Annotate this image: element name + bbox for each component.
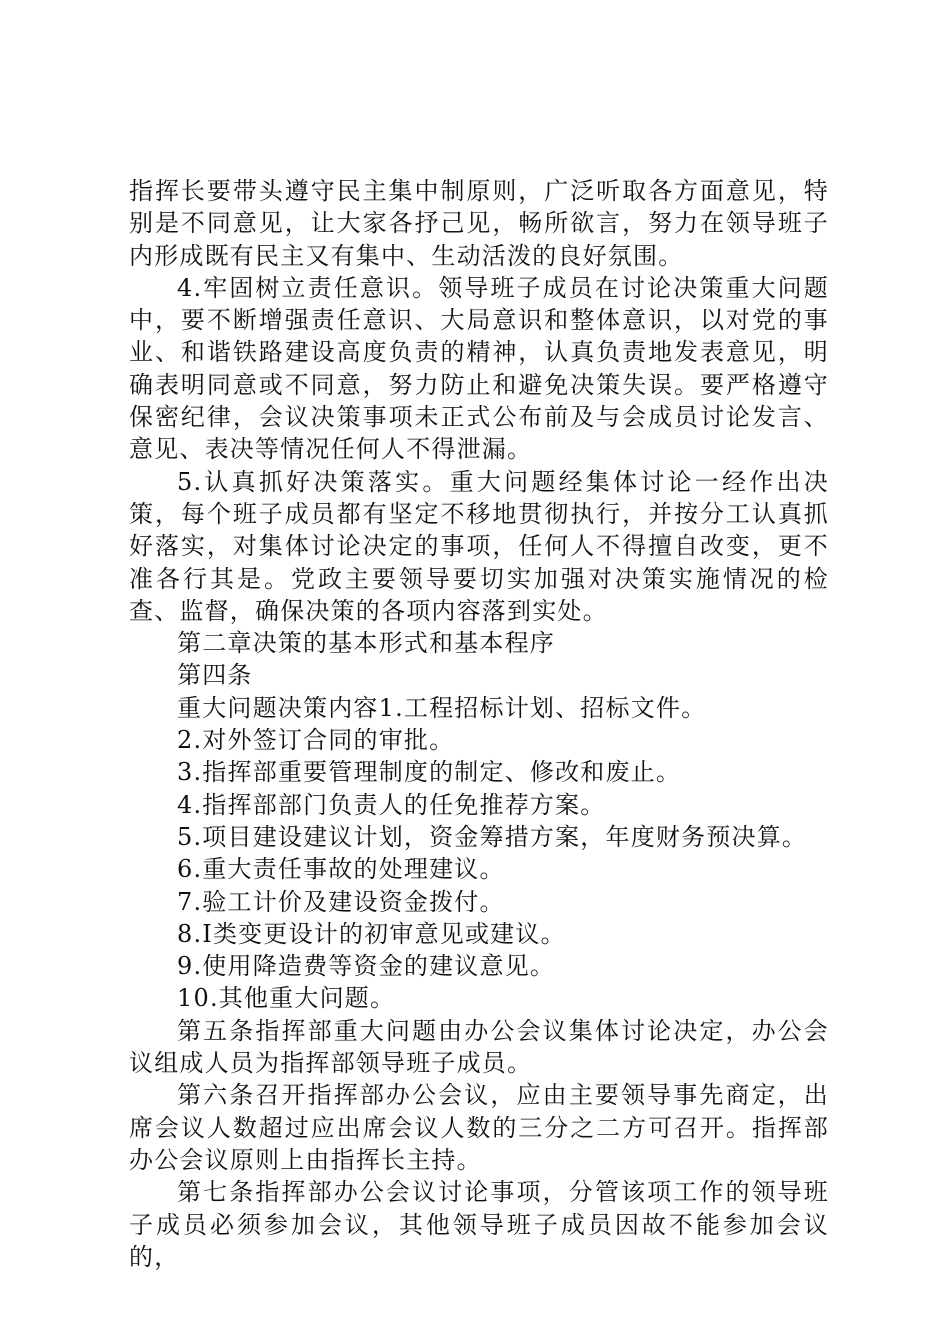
article-four-heading: 第四条 bbox=[177, 661, 253, 690]
list-item: 8.Ⅰ类变更设计的初审意见或建议。 bbox=[177, 919, 566, 948]
document-body bbox=[129, 175, 829, 1273]
article-seven: 第七条指挥部办公会议讨论事项，分管该项工作的领导班子成员必须参加会议，其他领导班子成员因故不能参加会议的， bbox=[129, 1178, 829, 1271]
list-item: 3.指挥部重要管理制度的制定、修改和废止。 bbox=[177, 758, 682, 787]
paragraph-implementation: 5.认真抓好决策落实。重大问题经集体讨论一经作出决策，每个班子成员都有坚定不移地贯彻执行，并按分工认真抓好落实，对集体讨论决定的事项，任何人不得擅自改变，更不准各行其是。党政主要领导要切实加强对决策实施情况的检查、监督，确保决策的各项内容落到实处。 bbox=[129, 467, 829, 625]
list-item: 2.对外签订合同的审批。 bbox=[177, 726, 455, 755]
list-item: 6.重大责任事故的处理建议。 bbox=[177, 855, 505, 884]
article-five: 第五条指挥部重大问题由办公会议集体讨论决定，办公会议组成人员为指挥部领导班子成员。 bbox=[129, 1016, 829, 1078]
list-item: 9.使用降造费等资金的建议意见。 bbox=[177, 952, 556, 981]
list-item: 4.指挥部部门负责人的任免推荐方案。 bbox=[177, 790, 606, 819]
article-six: 第六条召开指挥部办公会议，应由主要领导事先商定，出席会议人数超过应出席会议人数的三分之二方可召开。指挥部办公会议原则上由指挥长主持。 bbox=[129, 1081, 829, 1174]
list-item: 7.验工计价及建设资金拨付。 bbox=[177, 887, 505, 916]
list-item: 10.其他重大问题。 bbox=[177, 984, 396, 1013]
paragraph-responsibility: 4.牢固树立责任意识。领导班子成员在讨论决策重大问题中，要不断增强责任意识、大局意识和整体意识，以对党的事业、和谐铁路建设高度负责的精神，认真负责地发表意见，明确表明同意或不同意，努力防止和避免决策失误。要严格遵守保密纪律，会议决策事项未正式公布前及与会成员讨论发言、意见、表决等情况任何人不得泄漏。 bbox=[129, 273, 829, 464]
chapter-heading: 第二章决策的基本形式和基本程序 bbox=[177, 629, 555, 658]
paragraph-leadership-principle: 指挥长要带头遵守民主集中制原则，广泛听取各方面意见，特别是不同意见，让大家各抒己见，畅所欲言，努力在领导班子内形成既有民主又有集中、生动活泼的良好氛围。 bbox=[129, 177, 829, 270]
list-item: 重大问题决策内容1.工程招标计划、招标文件。 bbox=[177, 693, 707, 722]
list-item: 5.项目建设建议计划，资金筹措方案，年度财务预决算。 bbox=[177, 822, 808, 851]
